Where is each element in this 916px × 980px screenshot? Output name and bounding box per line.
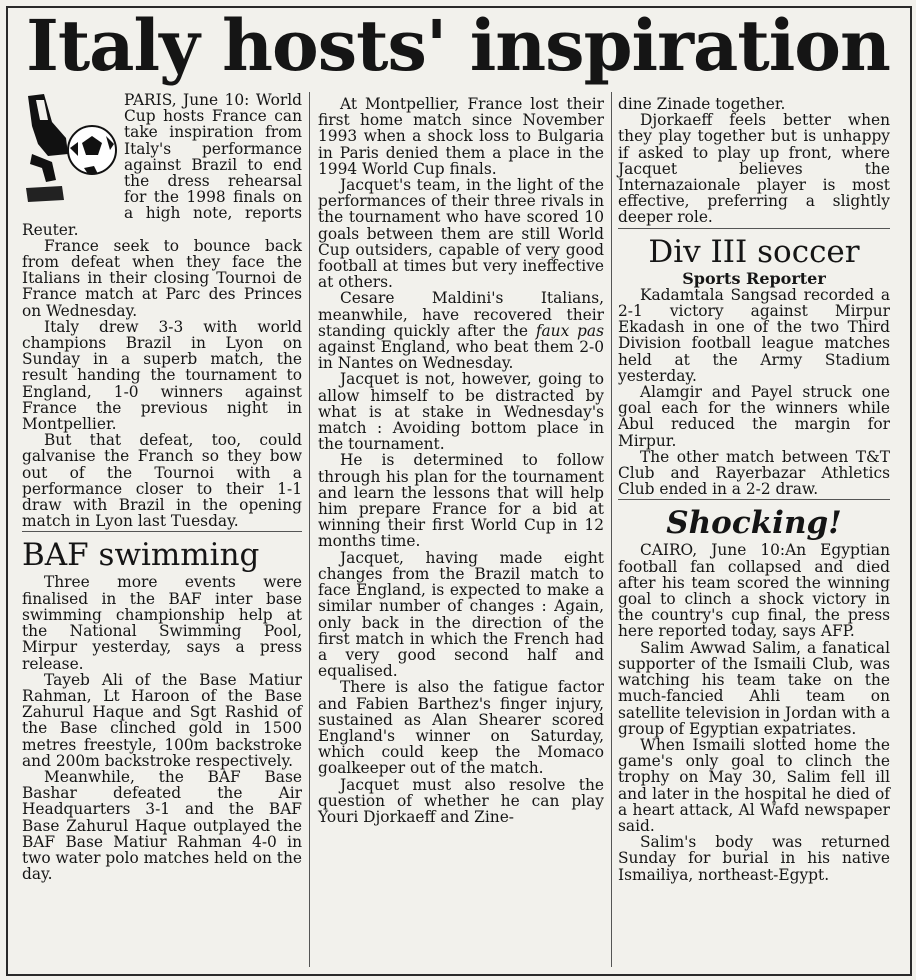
column-2: [318, 96, 604, 825]
shocking-subheadline: Shocking!: [666, 505, 842, 542]
paragraph: He is determined to follow through his plan for the tournament and learn the lessons that will help him prepare France for a bid at winning their first World Cup in 12 months time.: [318, 451, 604, 551]
paragraph: France seek to bounce back from defeat when they face the Italians in their closing Tournoi de France match at Parc des Princes on Wednesday.: [22, 236, 302, 320]
paragraph-text: against England, who beat them 2-0 in Nantes on Wednesday.: [318, 338, 604, 373]
paragraph: CAIRO, June 10:An Egyptian football fan collapsed and died after his team scored the winning goal to clinch a shock victory in the country's cup final, the press here reported today, says AFP.: [618, 541, 890, 641]
paragraph: Jacquet is not, however, going to allow himself to be distracted by what is at stake in Wednesday's match : Avoiding bottom place in the tournament.: [318, 370, 604, 454]
section-divider: [618, 499, 890, 500]
paragraph: There is also the fatigue factor and Fabien Barthez's finger injury, sustained as Alan Shearer scored England's winner on Saturday, which could keep the Momaco goalkeeper out of the match.: [318, 678, 604, 778]
paragraph: Jacquet must also resolve the question of whether he can play Youri Djorkaeff and Zine-: [318, 775, 604, 826]
section-divider: [618, 228, 890, 229]
section-divider: [22, 531, 302, 532]
paragraph: Djorkaeff feels better when they play together but is unhappy if asked to play up front, where Jacquet believes the Internazaionale player is most effective, preferring a slightly deeper role.: [618, 111, 890, 227]
column-1: [22, 92, 302, 882]
paragraph: At Montpellier, France lost their first home match since November 1993 when a shock loss to Bulgaria in Paris denied them a place in the 1994 World Cup finals.: [318, 95, 604, 178]
byline: Sports Reporter: [682, 268, 826, 288]
paragraph: Alamgir and Payel struck one goal each for the winners while Abul reduced the margin for Mirpur.: [618, 383, 890, 450]
paragraph: Salim Awwad Salim, a fanatical supporter of the Ismaili Club, was watching his team take on the much-fancied Ahli team on satellite television in Jordan with a group of Egyptian expatriates.: [618, 638, 890, 738]
paragraph: [318, 290, 604, 371]
paragraph: Salim's body was returned Sunday for burial in his native Ismailiya, northeast-Egypt.: [618, 833, 890, 884]
paragraph: Tayeb Ali of the Base Matiur Rahman, Lt Haroon of the Base Zahurul Haque and Sgt Rashid of the Base clinched gold in 1500 metres freestyle, 100m backstroke and 200m backstroke respectively.: [22, 670, 302, 770]
paragraph: When Ismaili slotted home the game's only goal to clinch the trophy on May 30, Salim fell ill and later in the hospital he died of a heart attack, Al Wafd newspaper said.: [618, 735, 890, 835]
italic-phrase: faux pas: [535, 321, 604, 340]
paragraph: Three more events were finalised in the BAF inter base swimming championship help at the National Swimming Pool, Mirpur yesterday, says a press release.: [22, 573, 302, 673]
div-iii-subheadline: Div III soccer: [648, 233, 860, 270]
column-3: [618, 96, 890, 883]
paragraph: Kadamtala Sangsad recorded a 2-1 victory against Mirpur Ekadash in one of the two Third Division football league matches held at the Army Stadium yesterday.: [618, 285, 890, 385]
swimming-subheadline: BAF swimming: [22, 537, 260, 574]
paragraph: The other match between T&T Club and Rayerbazar Athletics Club ended in a 2-2 draw.: [618, 447, 890, 499]
headline: Italy hosts' inspiration: [26, 4, 890, 87]
paragraph: dine Zinade together.: [618, 95, 786, 113]
paragraph-text: Cesare Maldini's Italians, meanwhile, have recovered their standing quickly after the: [318, 289, 604, 340]
paragraph: But that defeat, too, could galvanise the Franch so they bow out of the Tournoi with a performance closer to their 1-1 draw with Brazil in the opening match in Lyon last Tuesday.: [22, 431, 302, 531]
lead-paragraph: PARIS, June 10: World Cup hosts France can take inspiration from Italy's performance against Brazil to end the dress rehearsal for the 1998 finals on a high note, reports Reuter.: [22, 91, 302, 239]
paragraph: Meanwhile, the BAF Base Bashar defeated the Air Headquarters 3-1 and the BAF Base Zahurul Haque outplayed the BAF Base Matiur Rahman 4-0 in two water polo matches held on the day.: [22, 767, 302, 884]
football-boot-and-ball-icon: [22, 92, 118, 204]
column-rule-2: [611, 92, 612, 967]
paragraph: Italy drew 3-3 with world champions Brazil in Lyon on Sunday in a superb match, the result handing the tournament to England, 1-0 winners against France the previous night in Montpellier.: [22, 317, 302, 434]
paragraph: Jacquet, having made eight changes from the Brazil match to face England, is expected to make a similar number of changes : Again, only back in the direction of the first match in which the French had a very good second half and equalised.: [318, 548, 604, 681]
column-rule-1: [309, 92, 310, 967]
paragraph: Jacquet's team, in the light of the performances of their three rivals in the tournament who have scored 10 goals between them are still World Cup outsiders, capable of very good football at times but very ineffective at others.: [318, 176, 604, 292]
